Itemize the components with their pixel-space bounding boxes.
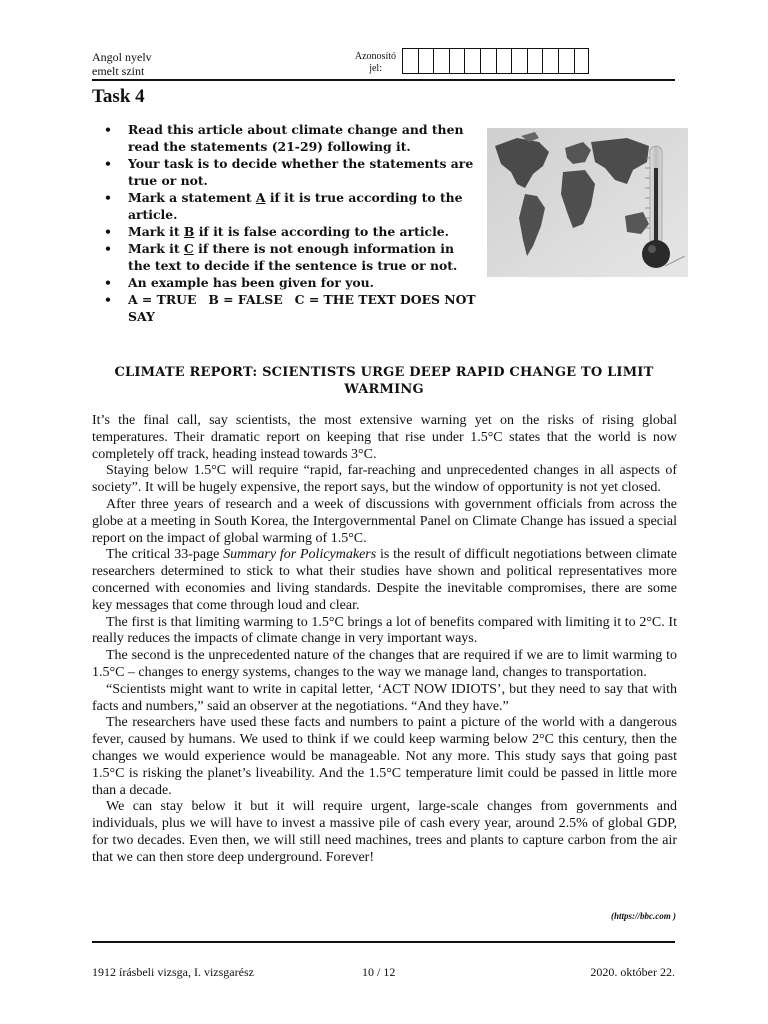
id-box [464, 48, 480, 74]
article-paragraph: Staying below 1.5°C will require “rapid, far-reaching and unprecedented changes in all aspects of society”. It will be hugely expensive, the report says, but the window of opportunity is not yet closed. [92, 463, 677, 496]
header-rule [92, 79, 675, 81]
id-box [574, 48, 590, 74]
article-paragraph: After three years of research and a week of discussions with government officials from across the globe at a meeting in South Korea, the Intergovernmental Panel on Climate Change has issued a special report on the impact of global warming of 1.5°C. [92, 496, 677, 546]
id-box [496, 48, 512, 74]
article-body [92, 413, 677, 867]
italic-title: Summary for Policymakers [223, 547, 377, 563]
instruction-item: • Mark it B if it is false according to the article. [104, 223, 476, 240]
instruction-item: • An example has been given for you. [104, 274, 476, 291]
article-paragraph: The first is that limiting warming to 1.5°C brings a lot of benefits compared with limiting it to 2°C. It really reduces the impacts of climate change in very important ways. [92, 614, 677, 647]
id-box [449, 48, 465, 74]
legend-not-say: C = THE TEXT DOES NOT SAY [128, 292, 476, 324]
article-paragraph: The critical 33-page Summary for Policymakers is the result of difficult negotiations between climate researchers determined to stick to what their studies have shown and political representatives more concerned with economies and living standards. Despite the inevitable compromises, there are some key messages that come through loud and clear. [92, 547, 678, 613]
article-paragraph: It’s the final call, say scientists, the most extensive warning yet on the risks of rising global temperatures. Their dramatic report on keeping that rise under 1.5°C states that the world is now completely off track, heading instead towards 3°C. [92, 413, 677, 462]
source-citation: (https://bbc.com ) [611, 911, 676, 921]
exam-info: 1912 írásbeli vizsga, I. vizsgarész [92, 965, 254, 979]
id-label [344, 51, 396, 75]
answer-legend [104, 291, 476, 325]
id-box [418, 48, 434, 74]
id-box [511, 48, 527, 74]
footer-rule [92, 941, 675, 943]
instruction-list [104, 121, 476, 325]
climate-map-thermometer-image [487, 128, 688, 277]
id-box [527, 48, 543, 74]
article-paragraph: The second is the unprecedented nature of the changes that are required if we are to limit warming to 1.5°C – changes to energy systems, changes to the way we manage land, changes to transportation. [92, 648, 677, 680]
task-title: Task 4 [92, 86, 145, 107]
instruction-item: • Read this article about climate change and then read the statements (21-29) following it. [104, 121, 476, 155]
instruction-item: • Your task is to decide whether the statements are true or not. [104, 155, 476, 189]
instruction-item: • Mark a statement A if it is true according to the article. [104, 189, 476, 223]
instruction-item: • Mark it C if there is not enough information in the text to decide if the sentence is true or not. [104, 240, 476, 274]
article-paragraph: “Scientists might want to write in capital letter, ‘ACT NOW IDIOTS’, but they need to say that with facts and numbers,” said an observer at the negotiations. “And they have.” [92, 681, 677, 714]
id-label-line1: Azonosító [354, 51, 396, 62]
subject-level: emelt szint [92, 64, 145, 78]
page-number: 10 / 12 [362, 965, 396, 979]
page-header [92, 48, 675, 78]
id-boxes [402, 48, 589, 74]
id-box [402, 48, 418, 74]
id-box [433, 48, 449, 74]
article-title: CLIMATE REPORT: SCIENTISTS URGE DEEP RAPID CHANGE TO LIMIT WARMING [114, 365, 654, 397]
id-box [542, 48, 558, 74]
article-paragraph: We can stay below it but it will require urgent, large-scale changes from governments and individuals, plus we will have to invest a massive pile of cash every year, around 2.5% of global GDP, for two decades. Even then, we will still need machines, trees and plants to capture carbon from the air that we can then store deep underground. Forever! [92, 799, 677, 865]
subject-info [92, 50, 152, 78]
id-label-line2: jel: [369, 63, 382, 74]
exam-date: 2020. október 22. [590, 965, 675, 979]
subject-name: Angol nyelv [92, 50, 152, 64]
legend-true: A = TRUE [128, 292, 197, 307]
legend-false: B = FALSE [208, 292, 283, 307]
id-box [480, 48, 496, 74]
id-box [558, 48, 574, 74]
article-paragraph: The researchers have used these facts and numbers to paint a picture of the world with a dangerous fever, caused by humans. We used to think if we could keep warming below 2°C this century, then the changes we would experience would be manageable. Not any more. This study says that going past 1.5°C is risking the planet’s liveability. And the 1.5°C temperature limit could be passed in little more than a decade. [92, 715, 677, 798]
